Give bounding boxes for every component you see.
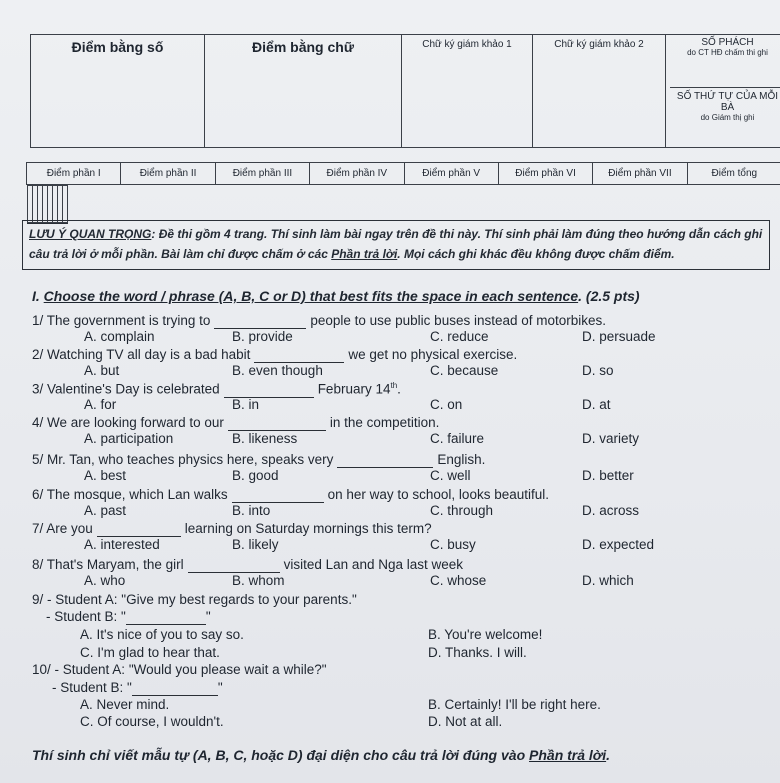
question-punctuation: . [397, 381, 401, 397]
notice-text: : Đề thi gồm 4 trang. Thí sinh làm bài ngay trên đề thi này. Thí sinh phải làm đúng theo hướng dẫn cách ghi câu trả lời ở mỗi phần. Bài làm chỉ được chấm ở các [29, 227, 763, 261]
question-7 [32, 521, 432, 537]
part-header-5: Điểm phần V [404, 163, 498, 185]
q6-option-a[interactable]: A. past [84, 503, 127, 518]
so-phach-cell [666, 35, 780, 148]
q7-option-d[interactable]: D. expected [582, 537, 655, 552]
q3-option-a[interactable]: A. for [84, 397, 117, 412]
score-words-label: Điểm bằng chữ [252, 39, 354, 55]
part-header-6: Điểm phần VI [498, 163, 592, 185]
footer-text: Thí sinh chỉ viết mẫu tự (A, B, C, hoặc D) đại diện cho câu trả lời đúng vào [32, 747, 530, 763]
q10-response-end: " [217, 680, 223, 695]
question-text: 2/ Watching TV all day is a bad habit [32, 347, 251, 362]
question-1 [32, 313, 606, 329]
question-text-end: visited Lan and Nga last week [283, 557, 463, 572]
question-text-end: February 14 [317, 381, 391, 397]
question-text: 8/ That's Maryam, the girl [32, 557, 184, 572]
q4-option-a[interactable]: A. participation [84, 431, 174, 446]
q10-option-d[interactable]: D. Not at all. [428, 714, 503, 729]
part-score-cell-8[interactable] [62, 186, 67, 223]
q7-option-a[interactable]: A. interested [84, 537, 160, 552]
part-header-1: Điểm phần I [27, 163, 121, 185]
q5-option-b[interactable]: B. good [232, 468, 279, 483]
q1-option-a[interactable]: A. complain [84, 329, 155, 344]
part-header-3: Điểm phần III [215, 163, 309, 185]
answer-blank[interactable] [254, 347, 344, 363]
examiner2-label: Chữ ký giám khảo 2 [554, 39, 644, 50]
q10-option-b[interactable]: B. Certainly! I'll be right here. [428, 697, 601, 712]
part-header-2: Điểm phần II [121, 163, 215, 185]
q10-response-line [52, 680, 223, 696]
q2-option-b[interactable]: B. even though [232, 363, 323, 378]
question-8 [32, 557, 463, 573]
answer-blank[interactable] [232, 487, 324, 503]
q6-option-b[interactable]: B. into [232, 503, 271, 518]
question-text-end: English. [437, 452, 486, 467]
q10-option-a[interactable]: A. Never mind. [80, 697, 170, 712]
q10-prompt: 10/ - Student A: "Would you please wait a while?" [32, 662, 327, 677]
q9-blank[interactable] [126, 609, 206, 625]
so-thu-tu-block [670, 87, 780, 122]
question-text: 3/ Valentine's Day is celebrated [32, 381, 220, 397]
q9-option-a[interactable]: A. It's nice of you to say so. [80, 627, 244, 642]
question-text: 5/ Mr. Tan, who teaches physics here, speaks very [32, 452, 334, 467]
score-words-cell [205, 35, 402, 148]
q9-response-start: - Student B: " [46, 609, 126, 624]
q1-option-d[interactable]: D. persuade [582, 329, 656, 344]
q8-option-b[interactable]: B. whom [232, 573, 285, 588]
q3-option-d[interactable]: D. at [582, 397, 611, 412]
score-table [30, 34, 780, 148]
q9-response-end: " [205, 609, 211, 624]
question-text-end: we get no physical exercise. [348, 347, 518, 362]
q9-prompt: 9/ - Student A: "Give my best regards to your parents." [32, 592, 357, 607]
question-text-end: on her way to school, looks beautiful. [327, 487, 549, 502]
q9-option-c[interactable]: C. I'm glad to hear that. [80, 645, 220, 660]
question-4 [32, 415, 439, 431]
score-number-cell [31, 35, 205, 148]
q6-option-d[interactable]: D. across [582, 503, 640, 518]
answer-blank[interactable] [337, 452, 433, 468]
answer-blank[interactable] [188, 557, 280, 573]
footer-answer-section: Phần trả lời [529, 747, 607, 763]
question-text-end: people to use public buses instead of motorbikes. [310, 313, 607, 328]
q1-option-b[interactable]: B. provide [232, 329, 293, 344]
question-3 [32, 381, 401, 398]
important-notice [22, 220, 770, 270]
q7-option-b[interactable]: B. likely [232, 537, 279, 552]
examiner1-label: Chữ ký giám khảo 1 [422, 39, 512, 50]
q6-option-c[interactable]: C. through [430, 503, 494, 518]
question-text-end: learning on Saturday mornings this term? [184, 521, 432, 536]
part-score-table [26, 162, 780, 229]
q2-option-d[interactable]: D. so [582, 363, 614, 378]
q9-option-d[interactable]: D. Thanks. I will. [428, 645, 527, 660]
examiner2-cell [533, 35, 666, 148]
question-text-end: in the competition. [329, 415, 440, 430]
ordinal-suffix: th [390, 381, 398, 390]
question-text: 6/ The mosque, which Lan walks [32, 487, 228, 502]
q10-response-start: - Student B: " [52, 680, 132, 695]
q1-option-c[interactable]: C. reduce [430, 329, 489, 344]
q9-response-line [46, 609, 211, 625]
q9-option-b[interactable]: B. You're welcome! [428, 627, 543, 642]
question-6 [32, 487, 549, 503]
examiner1-cell [402, 35, 533, 148]
so-phach-sub: do CT HĐ chấm thi ghi [687, 48, 768, 57]
notice-text-end: . Mọi cách ghi khác đều không được chấm điểm. [397, 247, 675, 261]
so-thu-tu-label: SỐ THỨ TỰ CỦA MỖI BÀ [676, 91, 779, 113]
q4-option-d[interactable]: D. variety [582, 431, 640, 446]
answer-blank[interactable] [214, 313, 306, 329]
part-header-4: Điểm phần IV [310, 163, 404, 185]
answer-blank[interactable] [224, 382, 314, 398]
q3-option-b[interactable]: B. in [232, 397, 260, 412]
part-header-8: Điểm tổng [687, 163, 780, 185]
section-points: . (2.5 pts) [578, 288, 640, 304]
notice-label: LƯU Ý QUAN TRỌNG [29, 227, 152, 241]
answer-blank[interactable] [97, 521, 181, 537]
q5-option-a[interactable]: A. best [84, 468, 127, 483]
part-header-7: Điểm phần VII [593, 163, 687, 185]
question-text: 7/ Are you [32, 521, 93, 536]
q10-option-c[interactable]: C. Of course, I wouldn't. [80, 714, 224, 729]
question-2 [32, 347, 517, 363]
q8-option-c[interactable]: C. whose [430, 573, 487, 588]
q10-blank[interactable] [132, 680, 218, 696]
q4-option-b[interactable]: B. likeness [232, 431, 298, 446]
q3-option-c[interactable]: C. on [430, 397, 463, 412]
q2-option-c[interactable]: C. because [430, 363, 499, 378]
q8-option-d[interactable]: D. which [582, 573, 634, 588]
question-text: 4/ We are looking forward to our [32, 415, 224, 430]
section-title [32, 288, 640, 304]
q8-option-a[interactable]: A. who [84, 573, 126, 588]
q7-option-c[interactable]: C. busy [430, 537, 476, 552]
footer-end: . [606, 747, 610, 763]
q4-option-c[interactable]: C. failure [430, 431, 485, 446]
answer-blank[interactable] [228, 415, 326, 431]
q2-option-a[interactable]: A. but [84, 363, 120, 378]
question-text: 1/ The government is trying to [32, 313, 211, 328]
answer-instruction [32, 747, 610, 763]
so-phach-label: SỐ PHÁCH [701, 37, 754, 48]
section-instruction: Choose the word / phrase (A, B, C or D) that best fits the space in each sentence [43, 288, 579, 304]
section-number: I. [32, 288, 44, 304]
so-thu-tu-sub: do Giám thị ghi [700, 113, 755, 122]
q5-option-c[interactable]: C. well [430, 468, 471, 483]
score-number-label: Điểm bằng số [71, 39, 164, 55]
question-5 [32, 452, 485, 468]
notice-answer-section: Phần trả lời [331, 247, 398, 261]
q5-option-d[interactable]: D. better [582, 468, 634, 483]
